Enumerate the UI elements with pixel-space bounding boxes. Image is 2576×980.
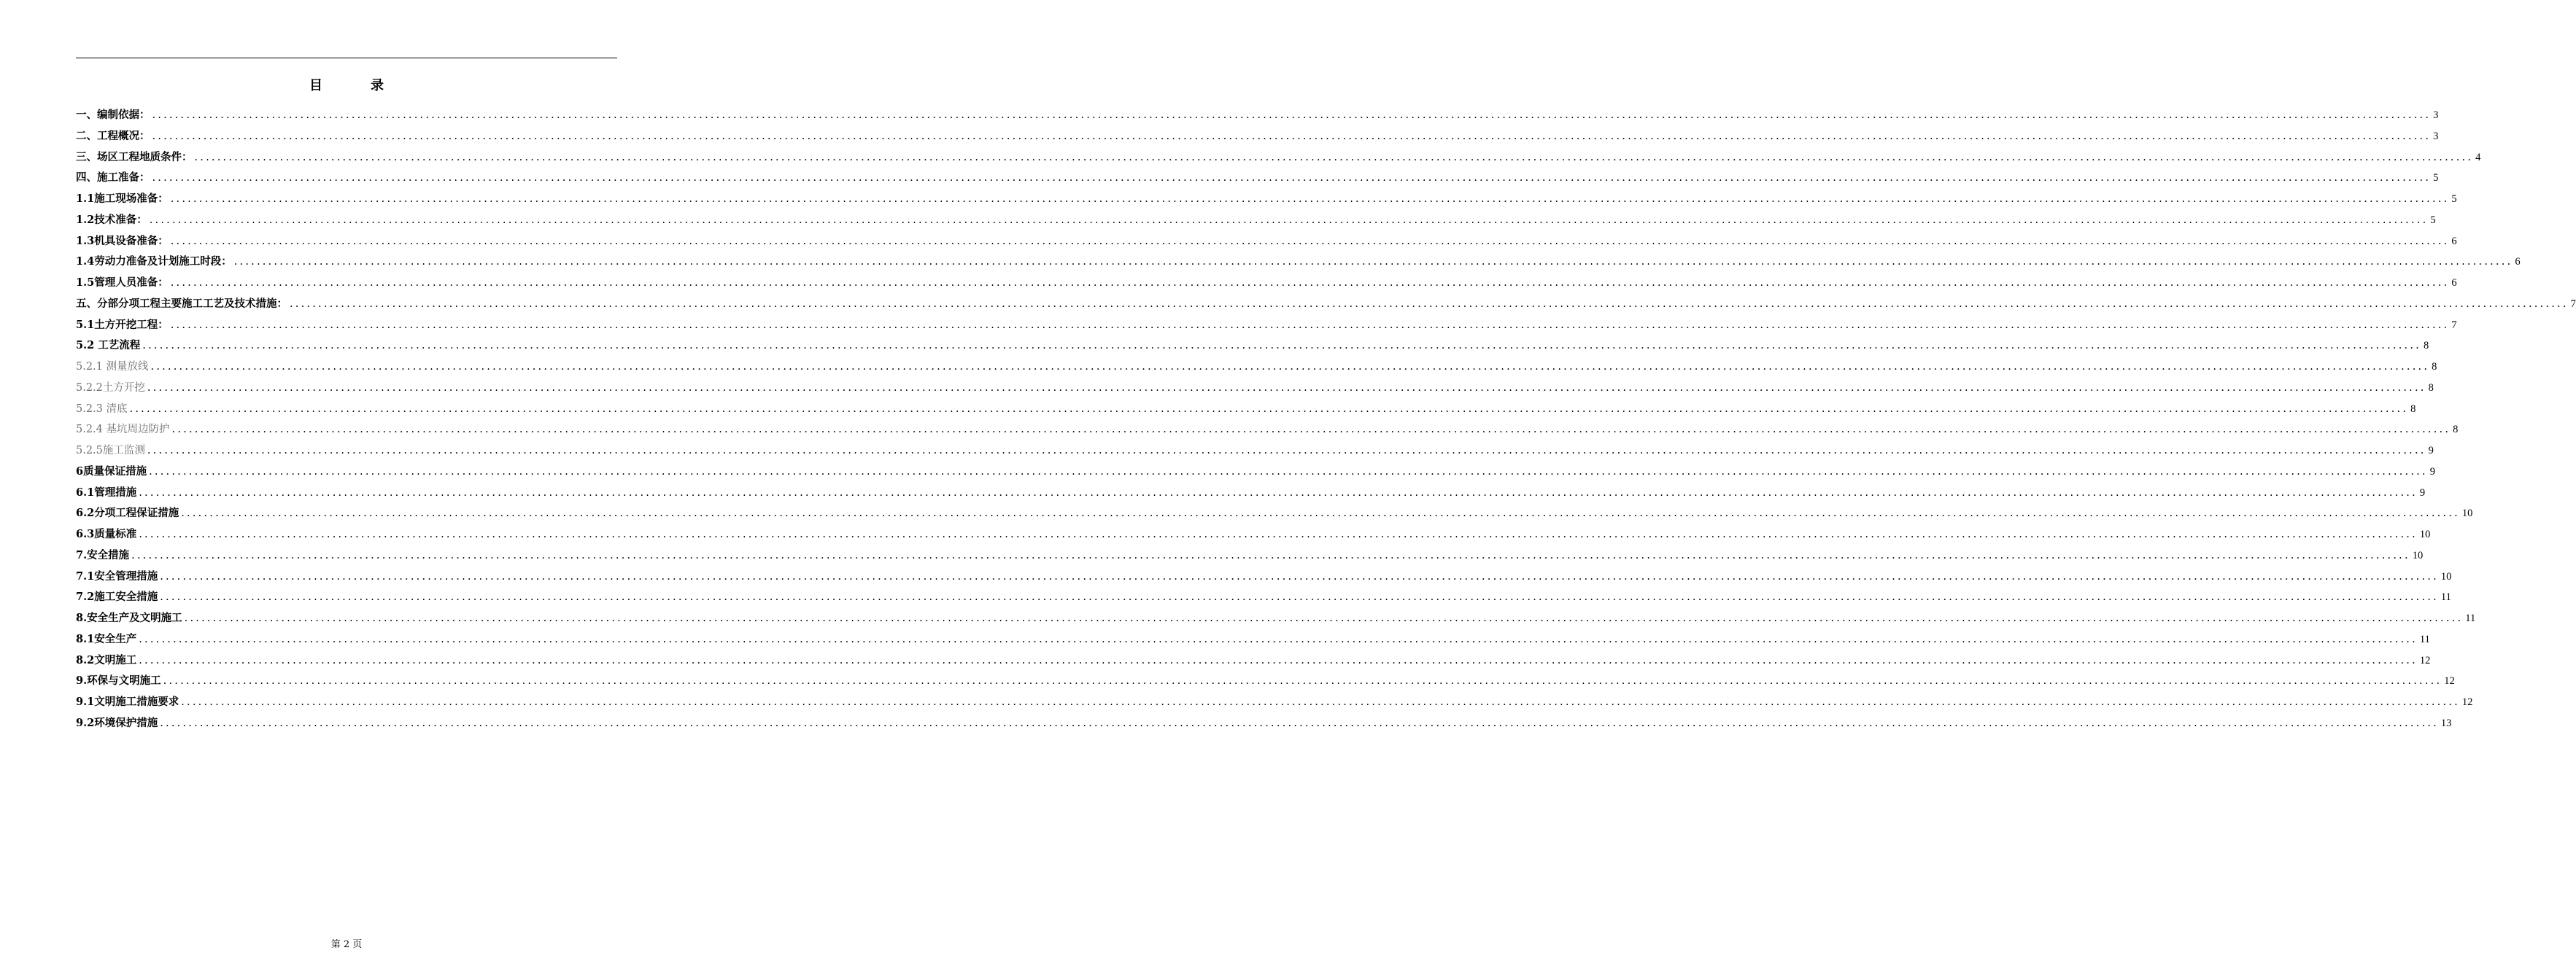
toc-dot-leader: ................................................................................................................................................................................................................................................................................................................................................................................................................ <box>184 612 2464 624</box>
toc-entry-label: 7.2施工安全措施 <box>76 591 158 604</box>
toc-entry-label: 8.2文明施工 <box>76 653 137 666</box>
toc-entry-label: 四、施工准备： <box>76 171 150 184</box>
toc-entry-label: 7.安全措施 <box>76 548 130 561</box>
toc-dot-leader: ................................................................................................................................................................................................................................................................................................................................................................................................................ <box>290 298 2569 310</box>
toc-entry[interactable] <box>76 650 2431 672</box>
toc-entry-label: 二、工程概况： <box>76 129 150 142</box>
toc-entry-label: 6.3质量标准 <box>76 528 137 540</box>
toc-dot-leader: ................................................................................................................................................................................................................................................................................................................................................................................................................ <box>152 109 2432 121</box>
toc-entry-label: 9.环保与文明施工 <box>76 674 161 688</box>
toc-dot-leader: ................................................................................................................................................................................................................................................................................................................................................................................................................ <box>149 214 2429 226</box>
toc-entry-label: 1.5管理人员准备： <box>76 276 169 289</box>
toc-entry-page: 7 <box>2570 298 2576 310</box>
toc-entry[interactable] <box>76 126 2439 147</box>
toc-entry-label: 一、编制依据： <box>76 109 150 121</box>
toc-dot-leader: ................................................................................................................................................................................................................................................................................................................................................................................................................ <box>142 340 2421 352</box>
toc-entry[interactable] <box>76 692 2473 713</box>
toc-entry[interactable] <box>76 378 2434 399</box>
toc-dot-leader: ................................................................................................................................................................................................................................................................................................................................................................................................................ <box>139 486 2418 499</box>
toc-entry[interactable] <box>76 440 2434 462</box>
toc-entry-page: 10 <box>2461 508 2473 520</box>
toc-dot-leader: ................................................................................................................................................................................................................................................................................................................................................................................................................ <box>181 508 2460 520</box>
toc-entry-page: 5 <box>2430 214 2436 226</box>
toc-dot-leader: ................................................................................................................................................................................................................................................................................................................................................................................................................ <box>139 654 2418 666</box>
toc-entry-page: 8 <box>2432 361 2437 373</box>
toc-entry[interactable] <box>76 105 2439 126</box>
toc-entry-label: 6.1管理措施 <box>76 486 137 499</box>
toc-entry[interactable] <box>76 483 2426 504</box>
toc-dot-leader: ................................................................................................................................................................................................................................................................................................................................................................................................................ <box>170 319 2450 331</box>
toc-entry-label: 5.2.3 清底 <box>76 402 128 415</box>
toc-entry[interactable] <box>76 147 2481 168</box>
toc-entry-page: 12 <box>2419 654 2431 666</box>
toc-entry[interactable] <box>76 315 2457 336</box>
toc-entry-page: 5 <box>2433 172 2439 184</box>
toc-entry-label: 1.4劳动力准备及计划施工时段： <box>76 255 232 268</box>
toc-entry[interactable] <box>76 335 2429 357</box>
toc-entry[interactable] <box>76 168 2439 189</box>
toc-dot-leader: ................................................................................................................................................................................................................................................................................................................................................................................................................ <box>160 717 2439 729</box>
toc-entry-page: 9 <box>2419 486 2426 499</box>
toc-entry-label: 5.2 工艺流程 <box>76 339 141 352</box>
toc-entry-label: 8.1安全生产 <box>76 632 137 645</box>
toc-entry[interactable] <box>76 252 2521 273</box>
toc-dot-leader: ................................................................................................................................................................................................................................................................................................................................................................................................................ <box>170 235 2450 247</box>
toc-entry-page: 9 <box>2429 465 2435 478</box>
toc-dot-leader: ................................................................................................................................................................................................................................................................................................................................................................................................................ <box>149 465 2428 478</box>
toc-entry-label: 三、场区工程地质条件： <box>76 150 193 163</box>
toc-entry[interactable] <box>76 608 2476 629</box>
toc-entry-label: 5.2.4 基坑周边防护 <box>76 424 170 436</box>
toc-entry[interactable] <box>76 587 2451 608</box>
toc-entry-page: 3 <box>2433 109 2439 121</box>
toc-entry-page: 7 <box>2451 319 2457 331</box>
toc-entry-label: 5.2.2土方开挖 <box>76 381 145 394</box>
toc-entry-page: 8 <box>2453 424 2459 436</box>
toc-entry-page: 10 <box>2440 570 2452 583</box>
toc-entry-label: 5.2.1 测量放线 <box>76 361 149 373</box>
toc-entry-page: 3 <box>2433 130 2439 142</box>
toc-entry-label: 6质量保证措施 <box>76 464 147 478</box>
toc-dot-leader: ................................................................................................................................................................................................................................................................................................................................................................................................................ <box>171 424 2451 436</box>
toc-entry[interactable] <box>76 462 2435 483</box>
toc-entry-page: 4 <box>2475 151 2481 163</box>
toc-entry[interactable] <box>76 419 2459 440</box>
toc-dot-leader: ................................................................................................................................................................................................................................................................................................................................................................................................................ <box>181 696 2460 708</box>
toc-entry-page: 10 <box>2412 549 2424 561</box>
toc-entry-label: 5.1土方开挖工程： <box>76 318 169 331</box>
toc-entry[interactable] <box>76 231 2457 252</box>
toc-entry-page: 12 <box>2444 675 2455 688</box>
toc-dot-leader: ................................................................................................................................................................................................................................................................................................................................................................................................................ <box>131 549 2410 561</box>
toc-entry[interactable] <box>76 545 2424 567</box>
table-of-contents <box>76 105 2576 734</box>
toc-dot-leader: ................................................................................................................................................................................................................................................................................................................................................................................................................ <box>160 570 2439 583</box>
toc-entry-page: 5 <box>2451 193 2457 205</box>
toc-entry[interactable] <box>76 357 2437 378</box>
toc-entry-page: 8 <box>2423 340 2429 352</box>
toc-dot-leader: ................................................................................................................................................................................................................................................................................................................................................................................................................ <box>152 172 2432 184</box>
toc-entry[interactable] <box>76 629 2430 650</box>
toc-entry[interactable] <box>76 524 2431 545</box>
toc-entry-label: 9.2环境保护措施 <box>76 716 158 729</box>
toc-dot-leader: ................................................................................................................................................................................................................................................................................................................................................................................................................ <box>147 381 2426 394</box>
toc-dot-leader: ................................................................................................................................................................................................................................................................................................................................................................................................................ <box>150 361 2430 373</box>
toc-entry-label: 1.3机具设备准备： <box>76 234 169 247</box>
toc-entry-page: 8 <box>2410 402 2416 415</box>
toc-entry-label: 1.2技术准备： <box>76 213 147 226</box>
toc-entry[interactable] <box>76 273 2457 294</box>
toc-dot-leader: ................................................................................................................................................................................................................................................................................................................................................................................................................ <box>170 277 2450 289</box>
toc-entry-page: 6 <box>2515 256 2521 268</box>
toc-entry-page: 10 <box>2419 529 2431 540</box>
toc-dot-leader: ................................................................................................................................................................................................................................................................................................................................................................................................................ <box>147 445 2426 456</box>
toc-entry-page: 6 <box>2451 235 2457 247</box>
toc-entry-label: 8.安全生产及文明施工 <box>76 612 182 624</box>
toc-entry-page: 11 <box>2419 633 2430 645</box>
toc-entry[interactable] <box>76 503 2473 524</box>
page-number-footer: 第 2 页 <box>330 939 363 950</box>
toc-entry[interactable] <box>76 399 2416 420</box>
toc-entry[interactable] <box>76 189 2457 210</box>
toc-entry-label: 9.1文明施工措施要求 <box>76 696 179 708</box>
toc-entry-label: 6.2分项工程保证措施 <box>76 507 179 520</box>
toc-dot-leader: ................................................................................................................................................................................................................................................................................................................................................................................................................ <box>160 591 2439 604</box>
toc-dot-leader: ................................................................................................................................................................................................................................................................................................................................................................................................................ <box>152 130 2432 142</box>
toc-title: 目 录 <box>309 78 401 93</box>
toc-entry-label: 五、分部分项工程主要施工工艺及技术措施： <box>76 297 287 310</box>
toc-dot-leader: ................................................................................................................................................................................................................................................................................................................................................................................................................ <box>139 633 2418 645</box>
toc-entry-page: 6 <box>2451 277 2457 289</box>
toc-entry-page: 8 <box>2428 381 2434 394</box>
toc-entry-page: 9 <box>2428 445 2434 456</box>
toc-dot-leader: ................................................................................................................................................................................................................................................................................................................................................................................................................ <box>163 675 2442 688</box>
toc-dot-leader: ................................................................................................................................................................................................................................................................................................................................................................................................................ <box>233 256 2513 268</box>
toc-entry[interactable] <box>76 567 2452 588</box>
toc-dot-leader: ................................................................................................................................................................................................................................................................................................................................................................................................................ <box>139 529 2418 540</box>
toc-entry[interactable] <box>76 713 2452 734</box>
toc-dot-leader: ................................................................................................................................................................................................................................................................................................................................................................................................................ <box>170 193 2450 205</box>
toc-entry[interactable] <box>76 671 2455 692</box>
toc-entry-page: 12 <box>2461 696 2473 708</box>
toc-entry-page: 11 <box>2440 591 2451 604</box>
toc-entry-label: 5.2.5施工监测 <box>76 445 145 456</box>
toc-dot-leader: ................................................................................................................................................................................................................................................................................................................................................................................................................ <box>194 151 2474 163</box>
toc-entry[interactable] <box>76 210 2436 231</box>
toc-entry-page: 11 <box>2465 612 2476 624</box>
toc-entry-page: 13 <box>2440 717 2452 729</box>
toc-entry[interactable] <box>76 294 2576 315</box>
toc-entry-label: 7.1安全管理措施 <box>76 569 158 583</box>
toc-dot-leader: ................................................................................................................................................................................................................................................................................................................................................................................................................ <box>129 402 2409 415</box>
toc-entry-label: 1.1施工现场准备： <box>76 192 169 205</box>
